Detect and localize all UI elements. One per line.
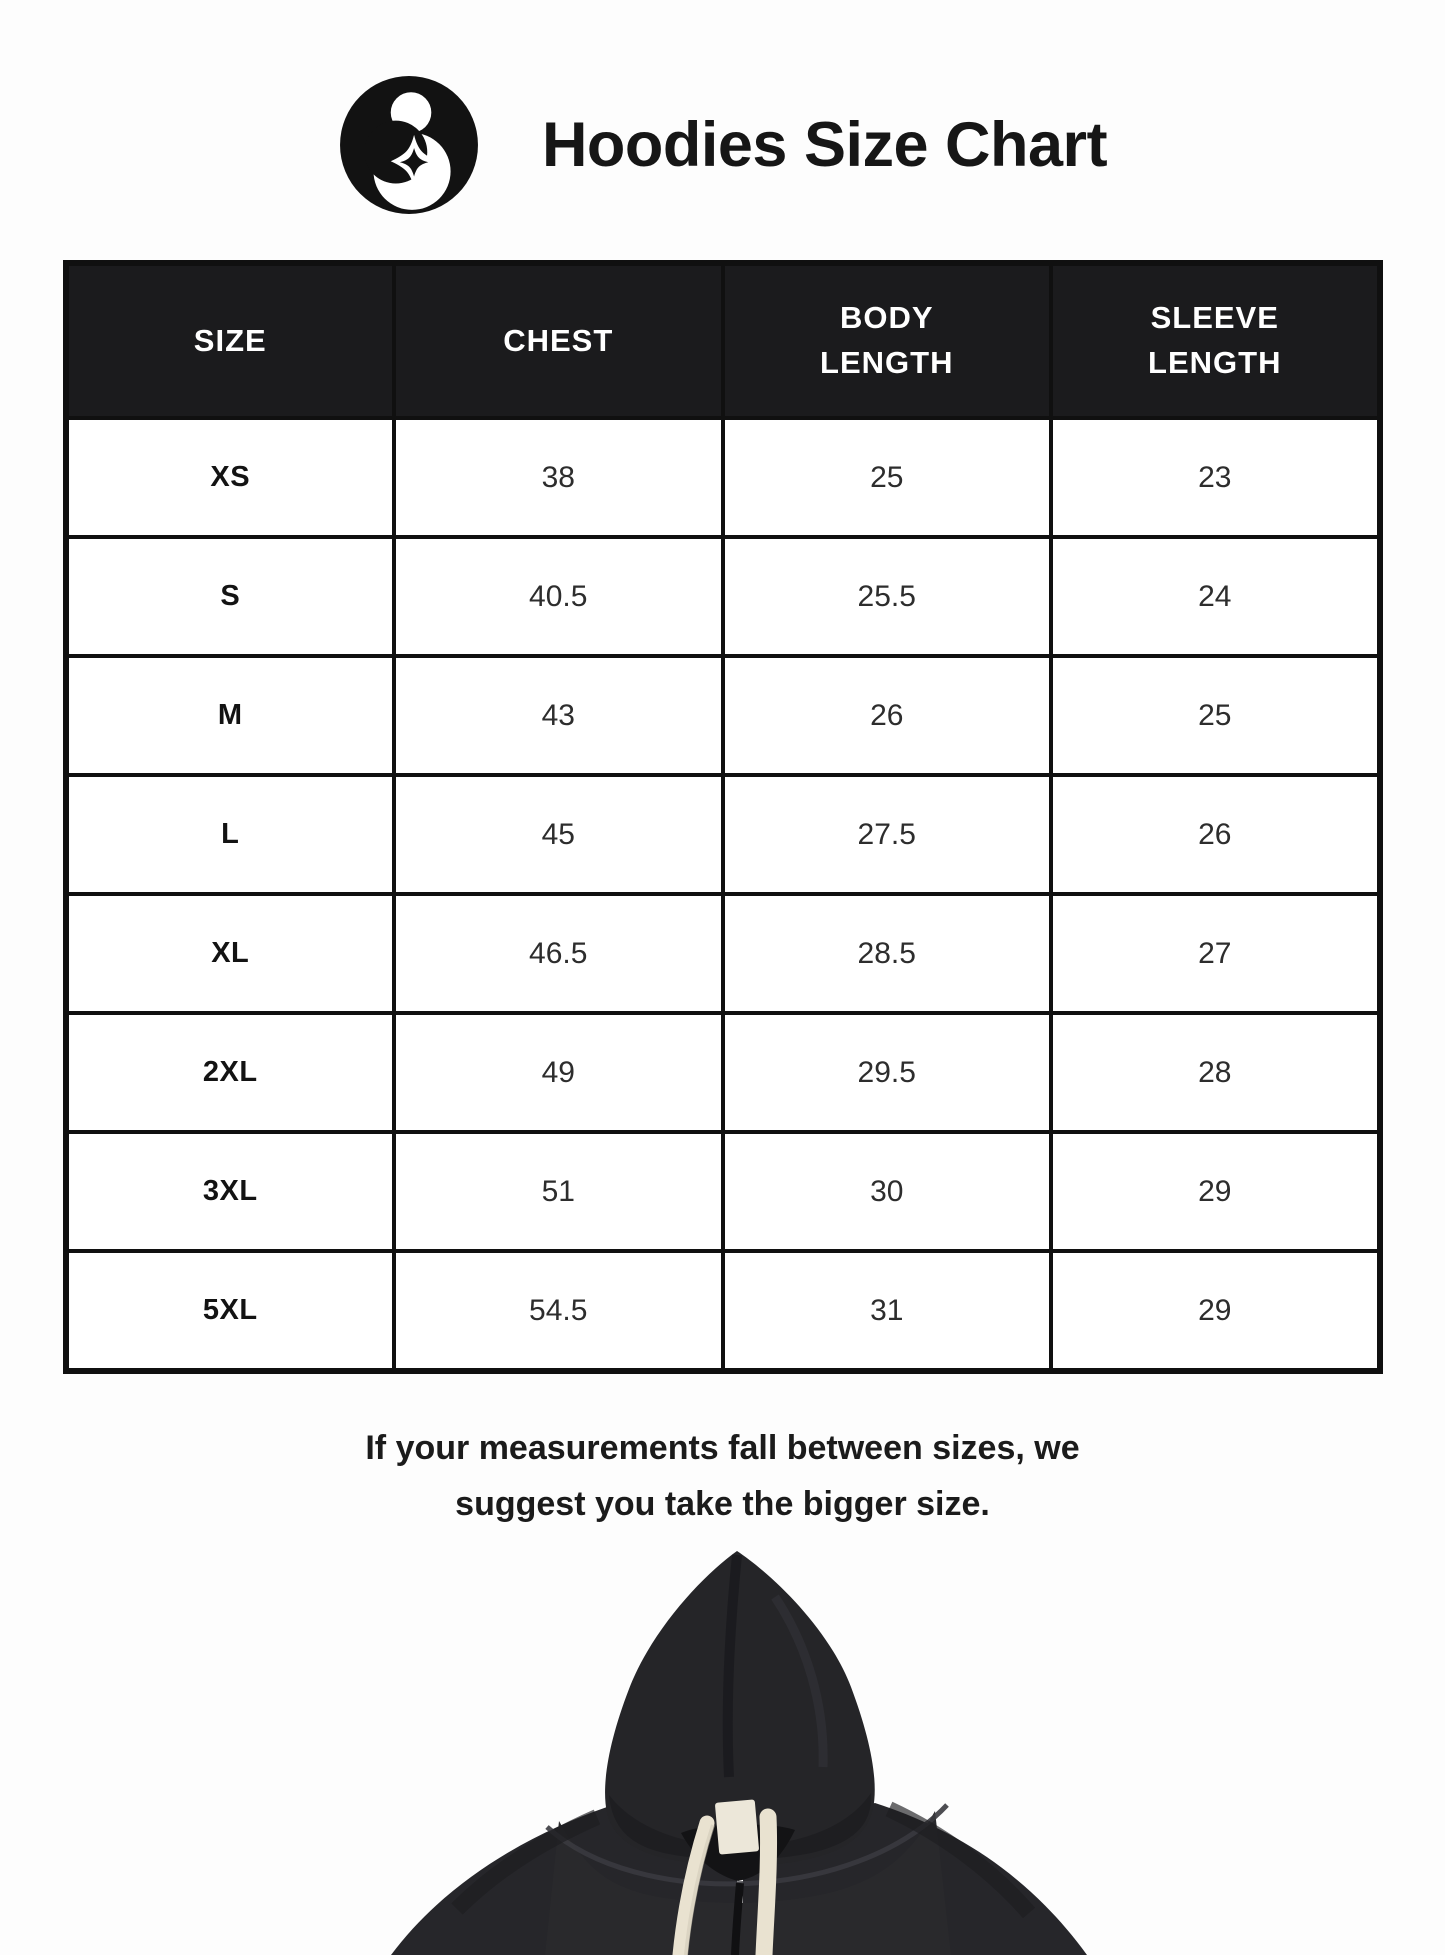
hoodie-photo [307, 1545, 1171, 1955]
table-row-l [66, 775, 1380, 894]
size-label: 3XL [66, 1132, 395, 1251]
brand-logo-icon [338, 74, 480, 216]
body-length-value: 28.5 [723, 894, 1052, 1013]
size-label: 2XL [66, 1013, 395, 1132]
column-header-size-label: SIZE [193, 322, 267, 358]
body-length-value: 30 [723, 1132, 1052, 1251]
table-row-xl [66, 894, 1380, 1013]
sleeve-length-value: 23 [1051, 418, 1380, 537]
page-title: Hoodies Size Chart [541, 110, 1108, 180]
sleeve-length-value: 25 [1051, 656, 1380, 775]
table-row-xs [66, 418, 1380, 537]
chest-value: 38 [394, 418, 723, 537]
column-header-body-length [723, 263, 1052, 418]
sleeve-length-value: 28 [1051, 1013, 1380, 1132]
body-length-value: 25.5 [723, 537, 1052, 656]
chest-value: 51 [394, 1132, 723, 1251]
table-row-2xl [66, 1013, 1380, 1132]
sizing-note-line2: suggest you take the bigger size. [455, 1485, 990, 1524]
size-chart-table [63, 260, 1383, 1374]
sleeve-length-value: 26 [1051, 775, 1380, 894]
table-header-row [66, 263, 1380, 418]
chest-value: 43 [394, 656, 723, 775]
size-label: S [66, 537, 395, 656]
body-length-value: 31 [723, 1251, 1052, 1371]
sleeve-length-value: 27 [1051, 894, 1380, 1013]
size-label: XS [66, 418, 395, 537]
column-header-sleeve-length-label: SLEEVE LENGTH [1148, 300, 1282, 380]
brand-header [0, 0, 1445, 216]
body-length-value: 25 [723, 418, 1052, 537]
table-row-s [66, 537, 1380, 656]
sleeve-length-value: 29 [1051, 1251, 1380, 1371]
body-length-value: 27.5 [723, 775, 1052, 894]
table-row-m [66, 656, 1380, 775]
column-header-size [66, 263, 395, 418]
size-label: M [66, 656, 395, 775]
column-header-body-length-label: BODY LENGTH [820, 300, 954, 380]
size-label: 5XL [66, 1251, 395, 1371]
body-length-value: 29.5 [723, 1013, 1052, 1132]
table-row-3xl [66, 1132, 1380, 1251]
column-header-chest-label: CHEST [503, 322, 614, 358]
sleeve-length-value: 24 [1051, 537, 1380, 656]
chest-value: 54.5 [394, 1251, 723, 1371]
body-length-value: 26 [723, 656, 1052, 775]
chest-value: 49 [394, 1013, 723, 1132]
sizing-note-line1: If your measurements fall between sizes, we [365, 1429, 1080, 1467]
column-header-chest [394, 263, 723, 418]
chest-value: 45 [394, 775, 723, 894]
size-label: XL [66, 894, 395, 1013]
chest-value: 46.5 [394, 894, 723, 1013]
hoodie-illustration [307, 1545, 1171, 1955]
column-header-sleeve-length [1051, 263, 1380, 418]
chest-value: 40.5 [394, 537, 723, 656]
size-label: L [66, 775, 395, 894]
sizing-note [0, 1420, 1445, 1533]
sleeve-length-value: 29 [1051, 1132, 1380, 1251]
table-row-5xl [66, 1251, 1380, 1371]
